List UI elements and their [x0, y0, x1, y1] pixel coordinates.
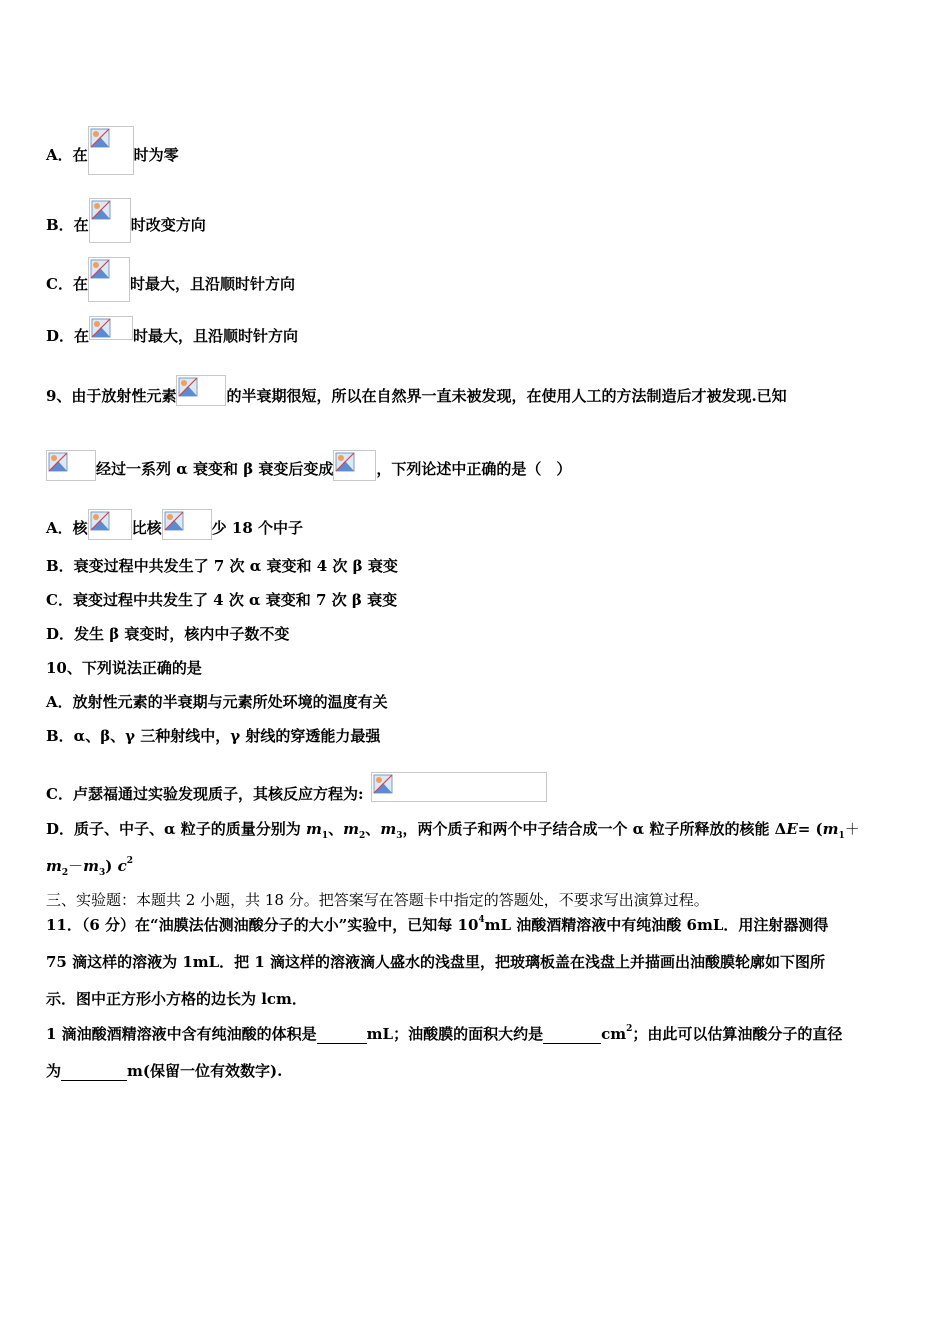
q10-option-d-line2 [46, 856, 133, 883]
option-label: D．在 [46, 327, 90, 345]
q11-line3: 示．图中正方形小方格的边长为 lcm． [46, 990, 307, 1008]
text: 1 滴油酸酒精溶液中含有纯油酸的体积是 [46, 1025, 317, 1043]
formula-image-icon [88, 126, 134, 175]
text: ＋ [844, 820, 860, 838]
text: D．质子、中子、α 粒子的质量分别为 [46, 820, 306, 838]
q10-option-b: B．α、β、γ 三种射线中，γ 射线的穿透能力最强 [46, 727, 381, 745]
q11-line1 [46, 915, 828, 935]
option-label: B．在 [46, 216, 89, 234]
q9-stem-line1 [46, 375, 787, 406]
text: m(保留一位有效数字). [127, 1062, 283, 1080]
var: m [822, 820, 839, 838]
option-suffix: 时为零 [133, 146, 179, 164]
text: mL；油酸膜的面积大约是 [366, 1025, 544, 1043]
sub: 3 [99, 868, 106, 878]
q9-option-c: C．衰变过程中共发生了 4 次 α 衰变和 7 次 β 衰变 [46, 591, 398, 609]
formula-image-icon [89, 316, 133, 340]
sup: 4 [478, 915, 485, 925]
option-suffix: 时最大，且沿顺时针方向 [133, 327, 299, 345]
option-text: 比核 [131, 519, 162, 537]
q9-option-a [46, 509, 303, 538]
q11-line5 [46, 1061, 282, 1081]
q9-stem-line2 [46, 450, 571, 479]
var: m [343, 820, 360, 838]
text: = ( [797, 820, 823, 838]
var: c [117, 857, 127, 875]
sub: 3 [396, 831, 403, 841]
q9-stem-text: ，下列论述中正确的是（ ） [376, 460, 572, 478]
var: m [306, 820, 322, 838]
element-image-icon [162, 509, 212, 540]
q9-option-b: B．衰变过程中共发生了 7 次 α 衰变和 4 次 β 衰变 [46, 557, 398, 575]
equation-image-icon [371, 772, 547, 802]
var: m [46, 857, 62, 875]
formula-image-icon [88, 257, 130, 302]
text: ) [105, 857, 118, 875]
option-label: A．核 [46, 519, 88, 537]
q10-option-c [46, 772, 547, 804]
element-image-icon [88, 509, 132, 540]
option-label: C．在 [46, 275, 88, 293]
element-image-icon [46, 450, 96, 481]
q8-option-b [46, 198, 206, 235]
text: mL 油酸酒精溶液中有纯油酸 6mL．用注射器测得 [484, 916, 829, 934]
section-3-title: 三、实验题：本题共 2 小题，共 18 分。把答案写在答题卡中指定的答题处，不要求写出演算过程。 [46, 891, 709, 909]
text: 为 [46, 1062, 62, 1080]
sup: 2 [626, 1024, 633, 1034]
q8-option-d [46, 316, 298, 346]
sub: 2 [359, 831, 366, 841]
text: － [68, 857, 84, 875]
element-image-icon [333, 450, 376, 481]
answer-blank[interactable] [543, 1027, 601, 1044]
text: ；由此可以估算油酸分子的直径 [632, 1025, 843, 1043]
q11-line4 [46, 1024, 842, 1044]
q9-stem-text: 9、由于放射性元素 [46, 387, 177, 405]
option-suffix: 时最大，且沿顺时针方向 [129, 275, 295, 293]
option-label: A．在 [46, 146, 88, 164]
sub: 1 [838, 831, 845, 841]
sub: 1 [321, 831, 329, 841]
q10-option-d-line1 [46, 819, 860, 846]
option-text: 少 18 个中子 [211, 519, 303, 537]
element-image-icon [176, 375, 226, 406]
q9-option-d: D．发生 β 衰变时，核内中子数不变 [46, 625, 290, 643]
text: 、 [365, 820, 381, 838]
sub: 2 [61, 868, 69, 878]
var: E [786, 820, 798, 838]
text: ，两个质子和两个中子结合成一个 α 粒子所释放的核能 Δ [402, 820, 787, 838]
q10-option-a: A．放射性元素的半衰期与元素所处环境的温度有关 [46, 693, 388, 711]
option-suffix: 时改变方向 [130, 216, 206, 234]
answer-blank[interactable] [317, 1027, 367, 1044]
text: 11．（6 分）在“油膜法估测油酸分子的大小”实验中，已知每 10 [46, 916, 479, 934]
sup: 2 [126, 856, 134, 866]
q9-stem-text: 的半衰期很短，所以在自然界一直未被发现，在使用人工的方法制造后才被发现.已知 [226, 387, 787, 405]
q8-option-a [46, 126, 179, 165]
q8-option-c [46, 257, 295, 294]
var: m [83, 857, 100, 875]
answer-blank[interactable] [61, 1064, 127, 1081]
text: 、 [328, 820, 344, 838]
q11-line2: 75 滴这样的溶液为 1mL．把 1 滴这样的溶液滴人盛水的浅盘里，把玻璃板盖在浅盘上并描画出油酸膜轮廓如下图所 [46, 953, 826, 971]
option-text: C．卢瑟福通过实验发现质子，其核反应方程为: [46, 785, 364, 803]
text: cm [601, 1025, 627, 1043]
var: m [380, 820, 397, 838]
q10-stem: 10、下列说法正确的是 [46, 659, 202, 677]
q9-stem-text: 经过一系列 α 衰变和 β 衰变后变成 [96, 460, 334, 478]
formula-image-icon [89, 198, 131, 243]
